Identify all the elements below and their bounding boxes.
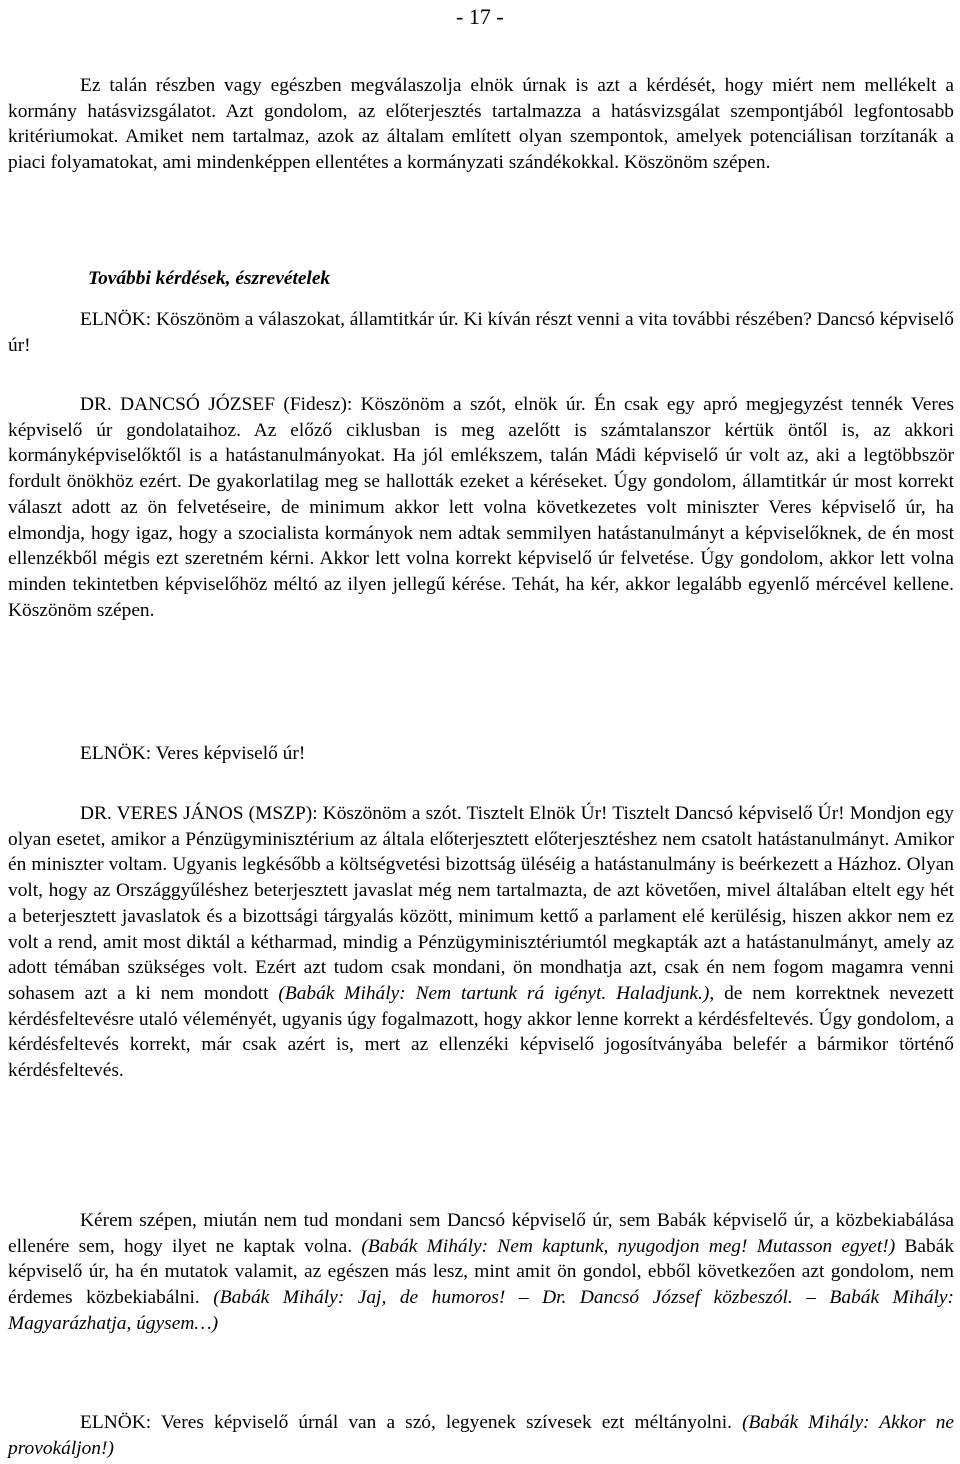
page-number: - 17 - bbox=[456, 4, 504, 29]
paragraph-dancso: DR. DANCSÓ JÓZSEF (Fidesz): Köszönöm a szót, elnök úr. Én csak egy apró megjegyzést tennék Veres képviselő úr gondolataihoz. Az előző ciklusban is meg azelőtt is számtalanszor kértük öntől is, az akkori kormányképviselőktől is a hatástanulmányokat. Ha jól emlékszem, talán Mádi képviselő úr volt az, aki a legtöbbször fordult önökhöz ezért. De gyakorlatilag meg se hallották ezeket a kéréseket. Úgy gondolom, államtitkár úr most korrekt választ adott az ön felvetéseire, de minimum akkor lett volna következetes volt miniszter Veres képviselő úr, ha elmondja, hogy igaz, hogy a szocialista kormányok nem adtak semmilyen hatástanulmányt a képviselőknek, de én most ellenzékből mégis ezt szeretném kérni. Akkor lett volna korrekt képviselő úr felvetése. Úgy gondolom, akkor lett volna minden tekintetben képviselőhöz méltó az ilyen jellegű kérése. Tehát, ha kér, akkor legalább egyenlő mércével kellene. Köszönöm szépen. bbox=[8, 394, 954, 621]
paragraph-elnok-3 bbox=[8, 1410, 954, 1461]
kerem-interjection-2: (Babák Mihály: Jaj, de humoros! – Dr. Dancsó József közbeszól. – Babák Mihály: Magyarázhatja, úgysem…) bbox=[8, 1287, 954, 1334]
kerem-text-b: Babák képviselő úr, ha én mutatok valamit, az egészen más lesz, mint amit ön gondol, ebből következően azt gondolom, nem érdemes közbekiabálni. bbox=[8, 1235, 955, 1309]
paragraph-veres bbox=[8, 801, 954, 1084]
elnok3-interjection: (Babák Mihály: Akkor ne provokáljon!) bbox=[8, 1412, 954, 1459]
section-heading: További kérdések, észrevételek bbox=[88, 268, 331, 289]
veres-text-b: , de nem korrektnek nevezett kérdésfeltevésre utaló véleményét, ugyanis úgy fogalmazott, hogy akkor lenne korrekt a kérdésfeltevés. Úgy gondolom, a kérdésfeltevés korrekt, már csak azért is, mert az ellenzéki képviselő jogosítványába belefér a bármikor történő kérdésfeltevés. bbox=[8, 982, 954, 1082]
paragraph-kerem bbox=[8, 1208, 954, 1337]
paragraph-elnok-1: ELNÖK: Köszönöm a válaszokat, államtitkár úr. Ki kíván részt venni a vita további részében? Dancsó képviselő úr! bbox=[8, 309, 954, 356]
paragraph-intro: Ez talán részben vagy egészben megválaszolja elnök úrnak is azt a kérdését, hogy miért nem mellékelt a kormány hatásvizsgálatot. Azt gondolom, az előterjesztés tartalmazza a hatásvizsgálat szempontjából legfontosabb kritériumokat. Amiket nem tartalmaz, azok az általam említett olyan szempontok, amelyek potenciálisan torzítanák a piaci folyamatokat, ami mindenképpen ellentétes a kormányzati szándékokkal. Köszönöm szépen. bbox=[8, 75, 954, 174]
paragraph-elnok-2: ELNÖK: Veres képviselő úr! bbox=[80, 743, 306, 764]
veres-text-a: DR. VERES JÁNOS (MSZP): Köszönöm a szót. Tisztelt Elnök Úr! Tisztelt Dancsó képviselő Úr! Mondjon egy olyan esetet, amikor a Pénzügyminisztérium az általa előterjesztett előterjesztéshez nem csatolt hatástanulmányt. Amikor én miniszter voltam. Ugyanis legkésőbb a költségvetési bizottság üléséig a hatástanulmány is beérkezett a Házhoz. Olyan volt, hogy az Országgyűléshez beterjesztett javaslat még nem tartalmazta, de azt követően, mivel általában eltelt egy hét a beterjesztett javaslatok és a bizottsági tárgyalás között, minimum kettő a parlament elé kerülésig, hiszen akkor nem ez volt a rend, amit most diktál a kétharmad, mindig a Pénzügyminisztériumtól megkapták azt a hatástanulmányt, amely az adott témában szükséges volt. Ezért azt tudom csak mondani, ön mondhatja azt, csak én nem fogom magamra venni sohasem azt a ki nem mondott bbox=[8, 803, 954, 1004]
veres-interjection: (Babák Mihály: Nem tartunk rá igényt. Haladjunk.) bbox=[278, 982, 710, 1004]
kerem-interjection-1: (Babák Mihály: Nem kaptunk, nyugodjon meg! Mutasson egyet!) bbox=[361, 1235, 896, 1257]
kerem-text-a: Kérem szépen, miután nem tud mondani sem Dancsó képviselő úr, sem Babák képviselő úr, a közbekiabálása ellenére sem, hogy ilyet ne kaptak volna. bbox=[8, 1210, 954, 1257]
elnok3-text: ELNÖK: Veres képviselő úrnál van a szó, legyenek szívesek ezt méltányolni. bbox=[80, 1412, 743, 1433]
